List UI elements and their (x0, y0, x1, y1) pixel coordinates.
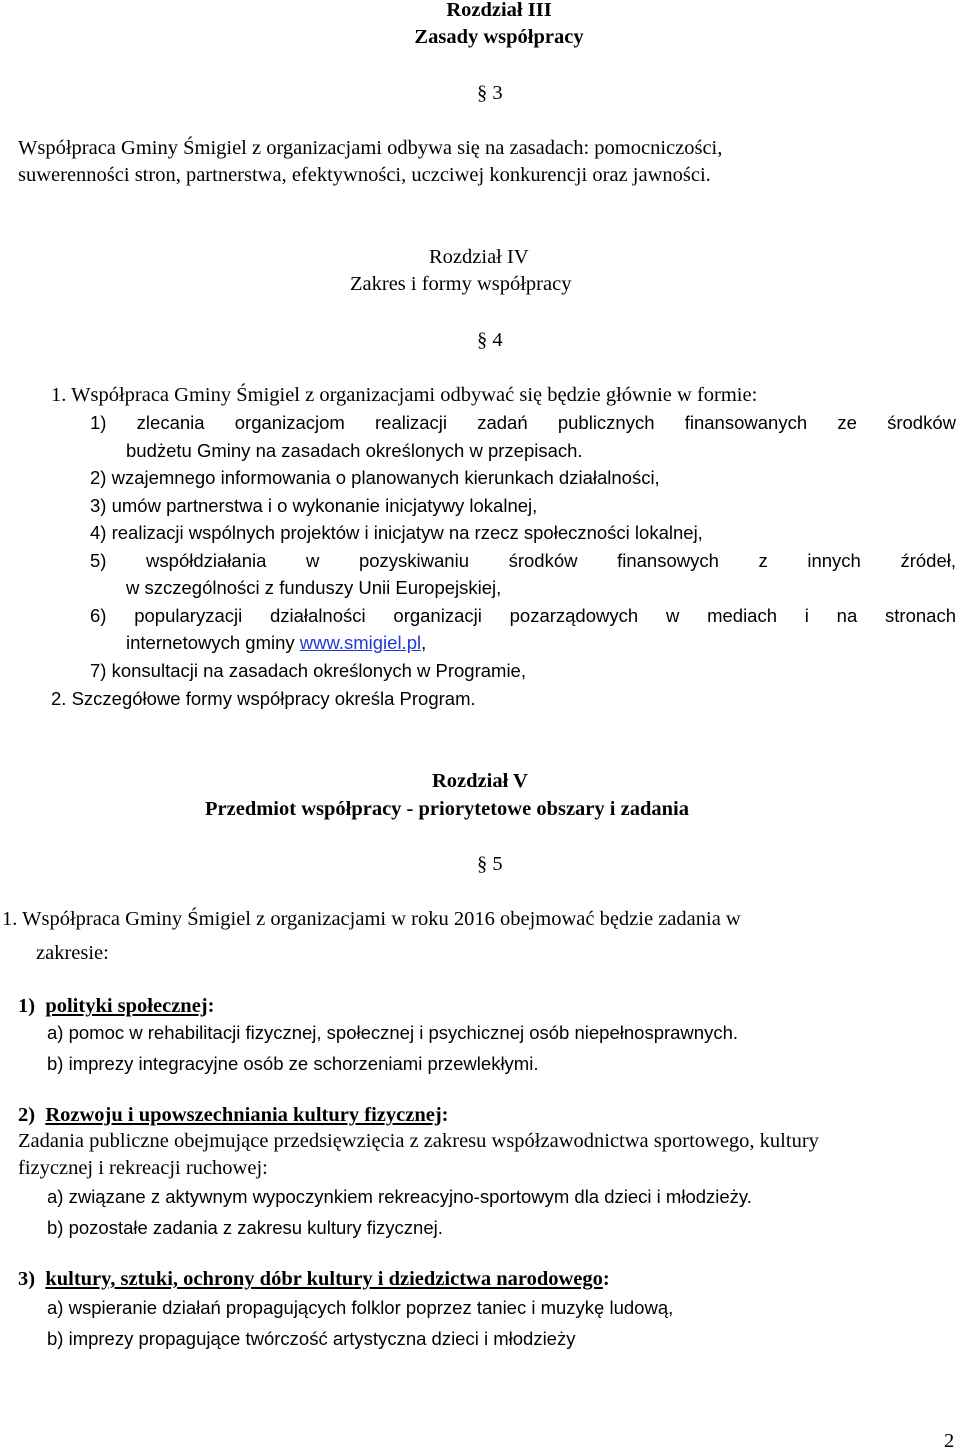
chapter-3-title: Rozdział III (446, 0, 552, 21)
ch4-item-1: 1. Współpraca Gminy Śmigiel z organizacjami odbywać się będzie głównie w formie: (51, 384, 758, 406)
section-3-mark: § 3 (477, 82, 503, 104)
priority-2-title: Rozwoju i upowszechniania kultury fizycznej (45, 1104, 442, 1126)
chapter-5-title: Rozdział V (432, 770, 528, 792)
ch5-item-1-line2: zakresie: (36, 942, 109, 964)
ch4-sub-3: 3) umów partnerstwa i o wykonanie inicjatywy lokalnej, (90, 495, 538, 516)
priority-1-colon: : (207, 995, 215, 1017)
ch4-sub-7: 7) konsultacji na zasadach określonych w Programie, (90, 660, 526, 681)
ch4-sub-6-line2-prefix: internetowych gminy (126, 632, 300, 653)
priority-3-item-a: a) wspieranie działań propagujących folklor poprzez taniec i muzykę ludową, (47, 1297, 674, 1318)
priority-1-number: 1) (18, 995, 36, 1017)
priority-2-item-a: a) związane z aktywnym wypoczynkiem rekreacyjno-sportowym dla dzieci i młodzieży. (47, 1186, 752, 1207)
ch4-sub-1-line1: 1) zlecania organizacjom realizacji zadań publicznych finansowanych ze środków (90, 412, 956, 433)
chapter-5-subtitle: Przedmiot współpracy - priorytetowe obszary i zadania (205, 798, 689, 820)
ch4-sub-4: 4) realizacji wspólnych projektów i inicjatyw na rzecz społeczności lokalnej, (90, 522, 703, 543)
priority-2-desc-line1: Zadania publiczne obejmujące przedsięwzięcia z zakresu współzawodnictwa sportowego, kultury (18, 1130, 819, 1152)
priority-3-item-b: b) imprezy propagujące twórczość artystyczna dzieci i młodzieży (47, 1328, 576, 1349)
ch3-paragraph-line2: suwerenności stron, partnerstwa, efektywności, uczciwej konkurencji oraz jawności. (18, 164, 711, 186)
priority-3-title: kultury, sztuki, ochrony dóbr kultury i dziedzictwa narodowego (45, 1268, 603, 1290)
priority-3-number: 3) (18, 1268, 36, 1290)
section-5-mark: § 5 (477, 853, 503, 875)
ch4-sub-6-line2-suffix: , (421, 632, 427, 653)
priority-2-item-b: b) pozostałe zadania z zakresu kultury fizycznej. (47, 1217, 443, 1238)
priority-2-desc-line2: fizycznej i rekreacji ruchowej: (18, 1157, 268, 1179)
ch4-sub-6-line2 (126, 632, 426, 654)
ch4-sub-6-line1: 6) popularyzacji działalności organizacji pozarządowych w mediach i na stronach (90, 605, 956, 626)
priority-1-title: polityki społecznej (45, 995, 208, 1017)
priority-1-item-a: a) pomoc w rehabilitacji fizycznej, społecznej i psychicznej osób niepełnosprawnych. (47, 1022, 739, 1043)
priority-2-number: 2) (18, 1104, 36, 1126)
smigiel-website-link[interactable]: www.smigiel.pl (299, 632, 422, 653)
page-number: 2 (944, 1430, 955, 1452)
section-4-mark: § 4 (477, 329, 503, 351)
priority-2-heading (18, 1104, 448, 1127)
priority-1-heading (18, 995, 214, 1018)
priority-2-colon: : (441, 1104, 449, 1126)
priority-3-heading (18, 1268, 610, 1291)
priority-3-colon: : (602, 1268, 610, 1290)
ch5-item-1-line1: 1. Współpraca Gminy Śmigiel z organizacjami w roku 2016 obejmować będzie zadania w (2, 908, 741, 930)
chapter-3-subtitle: Zasady współpracy (414, 26, 584, 48)
chapter-4-title: Rozdział IV (429, 246, 529, 268)
priority-1-item-b: b) imprezy integracyjne osób ze schorzeniami przewlekłymi. (47, 1053, 539, 1074)
ch4-sub-5-line1: 5) współdziałania w pozyskiwaniu środków finansowych z innych źródeł, (90, 550, 956, 571)
ch4-sub-5-line2: w szczególności z funduszy Unii Europejskiej, (126, 577, 502, 598)
chapter-4-subtitle: Zakres i formy współpracy (350, 273, 572, 295)
ch4-sub-1-line2: budżetu Gminy na zasadach określonych w przepisach. (126, 440, 583, 461)
ch4-item-2: 2. Szczegółowe formy współpracy określa Program. (51, 688, 476, 709)
ch4-sub-2: 2) wzajemnego informowania o planowanych kierunkach działalności, (90, 467, 660, 488)
ch3-paragraph-line1: Współpraca Gminy Śmigiel z organizacjami odbywa się na zasadach: pomocniczości, (18, 137, 723, 159)
